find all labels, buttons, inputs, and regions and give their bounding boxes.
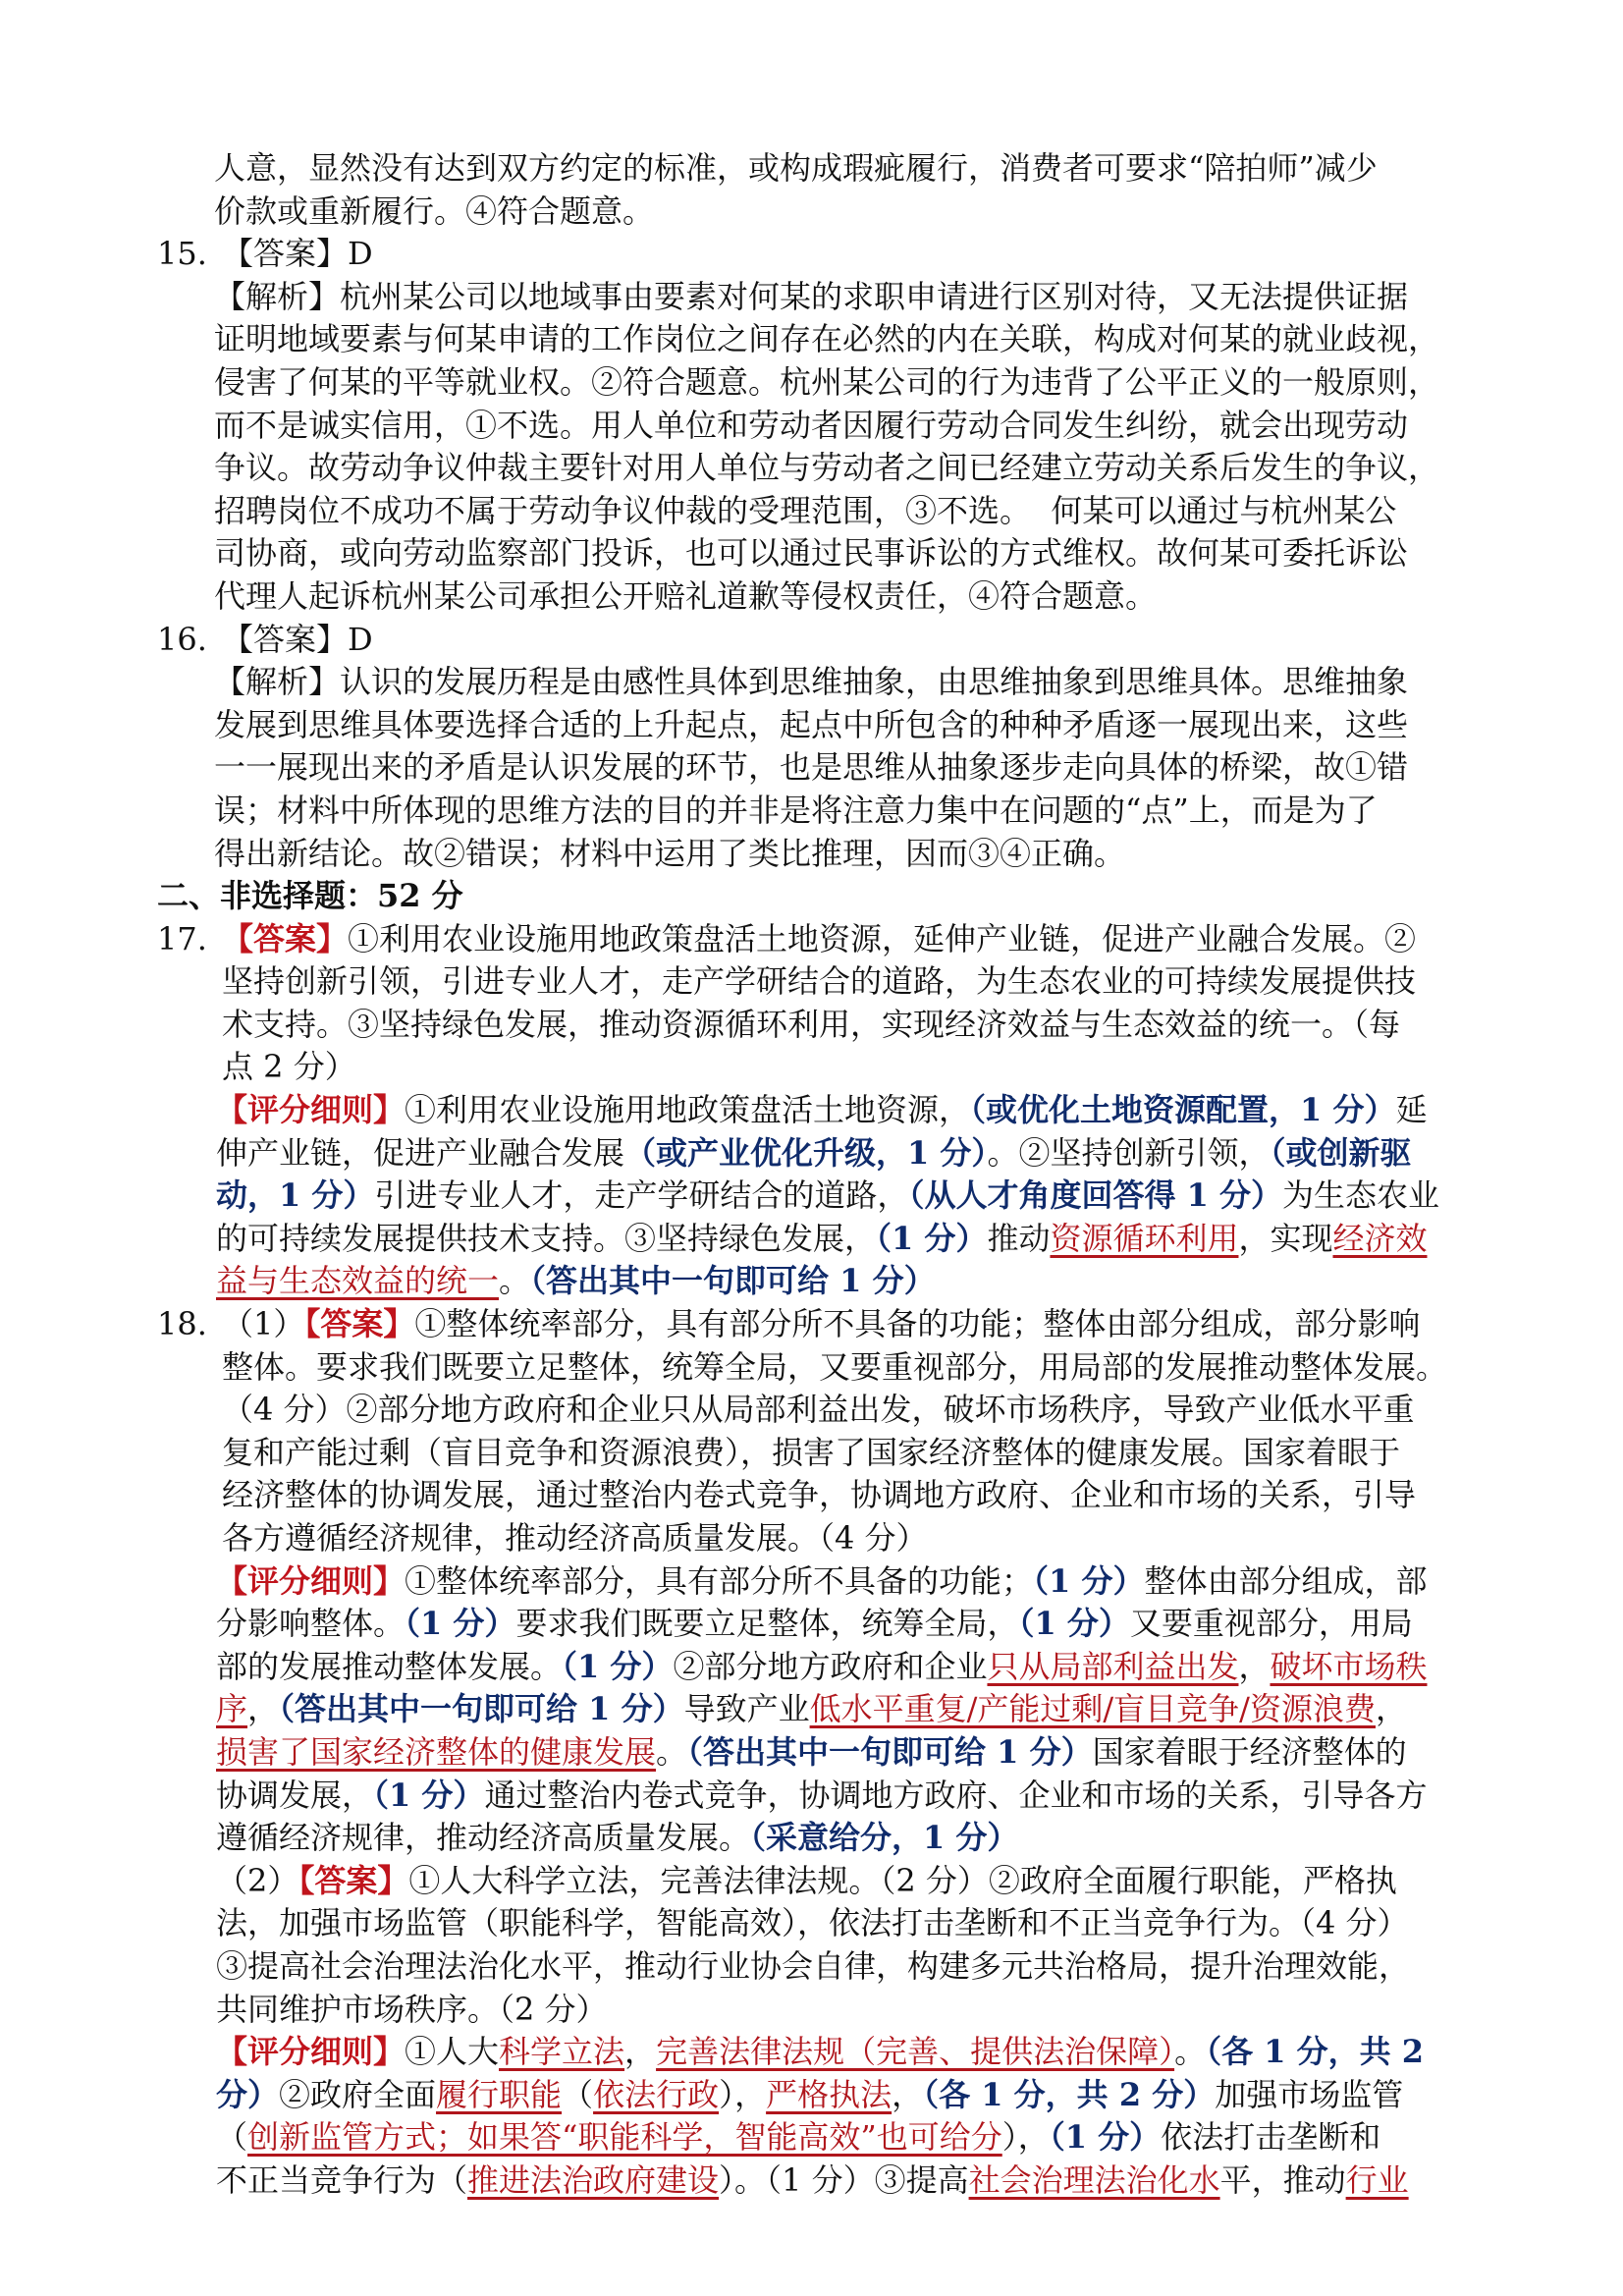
underlined-key-phrase: 序 — [216, 1690, 248, 1728]
text-segment: （2） — [216, 1861, 299, 1899]
text-segment: 二、非选择题：52 分 — [157, 877, 463, 915]
text-segment: ， — [1375, 1690, 1407, 1728]
scoring-note: 分） — [216, 2075, 280, 2113]
text-segment: （1） — [222, 1305, 305, 1343]
text-segment: 国家着眼于经济整体的 — [1092, 1732, 1407, 1771]
text-segment: ，实现 — [1238, 1219, 1333, 1257]
text-segment: 误；材料中所体现的思维方法的目的并非是将注意力集中在问题的“点”上，而是为了 — [214, 791, 1378, 829]
text-segment: ③提高社会治理法治化水平，推动行业协会自律，构建多元共治格局，提升治理效能， — [216, 1946, 1411, 1985]
text-segment: 。②坚持创新引领， — [987, 1133, 1271, 1172]
text-segment: 通过整治内卷式竞争，协调地方政府、企业和市场的关系，引导各方 — [484, 1776, 1428, 1814]
text-segment: ①人大科学立法，完善法律法规。（2 分）②政府全面履行职能，严格执 — [408, 1861, 1397, 1899]
text-line — [157, 447, 1486, 490]
text-line — [157, 746, 1486, 790]
text-line — [157, 1175, 1486, 1218]
text-segment: 加强市场监管 — [1215, 2075, 1404, 2113]
section-label: 【答案】 — [222, 919, 349, 957]
scoring-note: （答出其中一句即可给 1 分） — [279, 1690, 684, 1728]
text-line — [157, 619, 1486, 662]
text-line — [157, 1560, 1486, 1604]
text-segment: 侵害了何某的平等就业权。②符合题意。杭州某公司的行为违背了公平正义的一般原则， — [214, 362, 1440, 401]
underlined-key-phrase: 只从局部利益出发 — [987, 1647, 1239, 1685]
text-segment: 又要重视部分，用局 — [1129, 1605, 1413, 1643]
text-segment: ②部分地方政府和企业 — [673, 1647, 988, 1685]
text-segment: ①利用农业设施用地政策盘活土地资源，延伸产业链，促进产业融合发展。② — [348, 919, 1417, 957]
text-segment: 一一展现出来的矛盾是认识发展的环节，也是思维从抽象逐步走向具体的桥梁，故①错 — [214, 748, 1409, 787]
text-segment: 导致产业 — [683, 1690, 810, 1728]
text-line — [157, 1775, 1486, 1818]
text-line — [157, 1132, 1486, 1175]
text-segment: 【解析】认识的发展历程是由感性具体到思维抽象，由思维抽象到思维具体。思维抽象 — [214, 663, 1409, 701]
text-segment: 【答案】D — [222, 235, 373, 273]
section-label: 【评分细则】 — [216, 1091, 406, 1129]
text-line — [157, 1432, 1486, 1475]
text-line — [157, 1260, 1486, 1303]
text-segment: ①利用农业设施用地政策盘活土地资源， — [405, 1091, 971, 1129]
text-segment: （4 分）②部分地方政府和企业只从局部利益出发，破坏市场秩序，导致产业低水平重 — [222, 1391, 1415, 1429]
text-segment: 整体。要求我们既要立足整体，统筹全局，又要重视部分，用局部的发展推动整体发展。 — [222, 1347, 1448, 1386]
scoring-note: （答出其中一句即可给 1 分） — [530, 1262, 936, 1300]
scoring-note: （1 分） — [405, 1605, 516, 1643]
text-line — [157, 875, 1486, 918]
scoring-note: （1 分） — [562, 1647, 674, 1685]
text-segment: ， — [892, 2075, 924, 2113]
text-segment: （ — [562, 2075, 594, 2113]
text-line — [157, 318, 1486, 361]
text-line — [157, 191, 1486, 234]
text-segment: 司协商，或向劳动监察部门投诉，也可以通过民事诉讼的方式维权。故何某可委托诉讼 — [214, 534, 1409, 573]
section-label: 【评分细则】 — [216, 1561, 406, 1600]
underlined-key-phrase: 低水平重复/产能过剩/盲目竞争/资源浪费 — [809, 1690, 1376, 1728]
section-label: 【答案】 — [298, 1861, 409, 1899]
text-line — [157, 1603, 1486, 1646]
text-segment: 各方遵循经济规律，推动经济高质量发展。（4 分） — [222, 1519, 928, 1557]
text-line — [157, 233, 1486, 276]
underlined-key-phrase: 依法行政 — [593, 2075, 720, 2113]
text-line — [157, 1860, 1486, 1903]
text-line — [157, 1303, 1486, 1346]
text-segment: 推动 — [987, 1219, 1051, 1257]
text-line — [157, 361, 1486, 405]
text-segment: 伸产业链，促进产业融合发展 — [216, 1133, 625, 1172]
text-line — [157, 790, 1486, 833]
text-line — [157, 1046, 1486, 1089]
text-line — [157, 2031, 1486, 2074]
text-segment: 发展到思维具体要选择合适的上升起点，起点中所包含的种种矛盾逐一展现出来，这些 — [214, 705, 1409, 743]
underlined-key-phrase: 完善法律法规（完善、提供法治保障） — [656, 2033, 1175, 2071]
text-segment: 术支持。③坚持绿色发展，推动资源循环利用，实现经济效益与生态效益的统一。（每 — [222, 1005, 1401, 1043]
scoring-note: （从人才角度回答得 1 分） — [908, 1176, 1282, 1215]
text-line — [157, 2116, 1486, 2159]
text-line — [157, 960, 1486, 1004]
text-line — [157, 2159, 1486, 2203]
scoring-note: （或创新驱 — [1270, 1133, 1412, 1172]
text-segment: ①人大 — [405, 2033, 500, 2071]
underlined-key-phrase: 破坏市场秩 — [1270, 1647, 1428, 1685]
text-segment: 引进专业人才，走产学研结合的道路， — [374, 1176, 909, 1215]
text-line — [157, 1474, 1486, 1517]
text-segment: 经济整体的协调发展，通过整治内卷式竞争，协调地方政府、企业和市场的关系，引导 — [222, 1476, 1417, 1514]
scoring-note: （采意给分，1 分） — [750, 1819, 1019, 1857]
text-line — [157, 1731, 1486, 1775]
scoring-note: （各 1 分，共 2 分） — [923, 2075, 1216, 2113]
scoring-note: （或产业优化升级，1 分） — [624, 1133, 988, 1172]
underlined-key-phrase: 履行职能 — [436, 2075, 563, 2113]
scoring-note: （1 分） — [373, 1776, 485, 1814]
scoring-note: （1 分） — [1033, 1561, 1145, 1600]
underlined-key-phrase: 严格执法 — [766, 2075, 893, 2113]
underlined-key-phrase: 创新监管方式；如果答“职能科学，智能高效”也可给分 — [247, 2118, 1002, 2157]
text-segment: 得出新结论。故②错误；材料中运用了类比推理，因而③④正确。 — [214, 834, 1126, 872]
text-segment: ， — [247, 1690, 280, 1728]
text-line — [157, 1989, 1486, 2032]
text-segment: ）， — [719, 2075, 767, 2113]
question-number: 16. — [157, 620, 207, 658]
text-segment: 招聘岗位不成功不属于劳动争议仲裁的受理范围，③不选。 何某可以通过与杭州某公 — [214, 491, 1397, 529]
underlined-key-phrase: 损害了国家经济整体的健康发展 — [216, 1732, 657, 1771]
text-segment: 整体由部分组成，部 — [1144, 1561, 1428, 1600]
text-segment: ）。（1 分）③提高 — [719, 2160, 969, 2199]
text-segment: （ — [216, 2118, 248, 2157]
text-segment: 而不是诚实信用，①不选。用人单位和劳动者因履行劳动合同发生纠纷，就会出现劳动 — [214, 406, 1409, 444]
text-segment: 复和产能过剩（盲目竞争和资源浪费），损害了国家经济整体的健康发展。国家着眼于 — [222, 1433, 1401, 1471]
text-line — [157, 1389, 1486, 1432]
scoring-note: （答出其中一句即可给 1 分） — [687, 1732, 1093, 1771]
text-line — [157, 575, 1486, 619]
text-line — [157, 1688, 1486, 1731]
underlined-key-phrase: 资源循环利用 — [1050, 1219, 1239, 1257]
text-segment: ， — [624, 2033, 657, 2071]
answer-text-body — [157, 147, 1486, 2203]
text-line — [157, 1004, 1486, 1047]
text-segment: 价款或重新履行。④符合题意。 — [214, 191, 655, 230]
text-line — [157, 704, 1486, 747]
scoring-note: 动，1 分） — [216, 1176, 375, 1215]
text-line — [157, 2074, 1486, 2117]
text-segment: 【答案】D — [222, 620, 373, 658]
text-segment: 部的发展推动整体发展。 — [216, 1647, 563, 1685]
scoring-note: （各 1 分，共 2 — [1206, 2033, 1425, 2071]
text-line — [157, 1089, 1486, 1132]
text-segment: 人意，显然没有达到双方约定的标准，或构成瑕疵履行，消费者可要求“陪拍师”减少 — [214, 149, 1378, 187]
text-segment: 共同维护市场秩序。（2 分） — [216, 1990, 608, 2028]
text-line — [157, 276, 1486, 319]
text-segment: 为生态农业 — [1282, 1176, 1440, 1215]
section-label: 【评分细则】 — [216, 2033, 406, 2071]
question-number: 15. — [157, 235, 207, 273]
scoring-note: （1 分） — [1018, 1605, 1130, 1643]
scoring-note: （或优化土地资源配置，1 分） — [970, 1091, 1396, 1129]
text-segment: 分影响整体。 — [216, 1605, 406, 1643]
text-segment: 协调发展， — [216, 1776, 374, 1814]
underlined-key-phrase: 推进法治政府建设 — [467, 2160, 720, 2199]
text-segment: 法，加强市场监管（职能科学，智能高效），依法打击垄断和不正当竞争行为。（4 分） — [216, 1904, 1409, 1942]
text-segment: 遵循经济规律，推动经济高质量发展。 — [216, 1819, 751, 1857]
text-segment: 平，推动 — [1219, 2160, 1346, 2199]
text-segment: 延 — [1395, 1091, 1428, 1129]
text-line — [157, 147, 1486, 191]
text-segment: 不正当竞争行为（ — [216, 2160, 468, 2199]
text-line — [157, 532, 1486, 575]
text-line — [157, 1945, 1486, 1989]
text-segment: 。 — [1174, 2033, 1207, 2071]
text-segment: ， — [1238, 1647, 1271, 1685]
text-segment: 代理人起诉杭州某公司承担公开赔礼道歉等侵权责任，④符合题意。 — [214, 576, 1158, 615]
text-segment: ）， — [1001, 2118, 1050, 2157]
question-number: 18. — [157, 1305, 207, 1343]
text-line — [157, 1218, 1486, 1261]
text-line — [157, 918, 1486, 961]
underlined-key-phrase: 益与生态效益的统一 — [216, 1262, 500, 1300]
underlined-key-phrase: 经济效 — [1332, 1219, 1428, 1257]
underlined-key-phrase: 社会治理法治化水 — [968, 2160, 1220, 2199]
text-line — [157, 661, 1486, 704]
text-segment: 【解析】杭州某公司以地域事由要素对何某的求职申请进行区别对待，又无法提供证据 — [214, 277, 1409, 315]
text-segment: 证明地域要素与何某申请的工作岗位之间存在必然的内在关联，构成对何某的就业歧视， — [214, 320, 1440, 358]
text-line — [157, 1346, 1486, 1390]
text-segment: 点 2 分） — [222, 1048, 356, 1086]
scoring-note: （1 分） — [876, 1219, 988, 1257]
underlined-key-phrase: 行业 — [1345, 2160, 1409, 2199]
text-line — [157, 1646, 1486, 1689]
text-line — [157, 1902, 1486, 1945]
underlined-key-phrase: 科学立法 — [499, 2033, 625, 2071]
text-segment: ①整体统率部分，具有部分所不具备的功能； — [405, 1561, 1034, 1600]
text-segment: 要求我们既要立足整体，统筹全局， — [515, 1605, 1019, 1643]
text-line — [157, 490, 1486, 533]
text-segment: ①整体统率部分，具有部分所不具备的功能；整体由部分组成，部分影响 — [414, 1305, 1421, 1343]
text-segment: 坚持创新引领，引进专业人才，走产学研结合的道路，为生态农业的可持续发展提供技 — [222, 962, 1417, 1001]
text-segment: 。 — [656, 1732, 688, 1771]
section-label: 【答案】 — [304, 1305, 415, 1343]
text-line — [157, 833, 1486, 876]
text-segment: 的可持续发展提供技术支持。③坚持绿色发展， — [216, 1219, 877, 1257]
text-segment: 。 — [499, 1262, 531, 1300]
text-line — [157, 1517, 1486, 1560]
scoring-note: （1 分） — [1049, 2118, 1162, 2157]
text-segment: 争议。故劳动争议仲裁主要针对用人单位与劳动者之间已经建立劳动关系后发生的争议， — [214, 449, 1440, 487]
text-line — [157, 405, 1486, 448]
text-line — [157, 1817, 1486, 1860]
question-number: 17. — [157, 919, 207, 957]
text-segment: ②政府全面 — [279, 2075, 437, 2113]
text-segment: 依法打击垄断和 — [1161, 2118, 1381, 2157]
